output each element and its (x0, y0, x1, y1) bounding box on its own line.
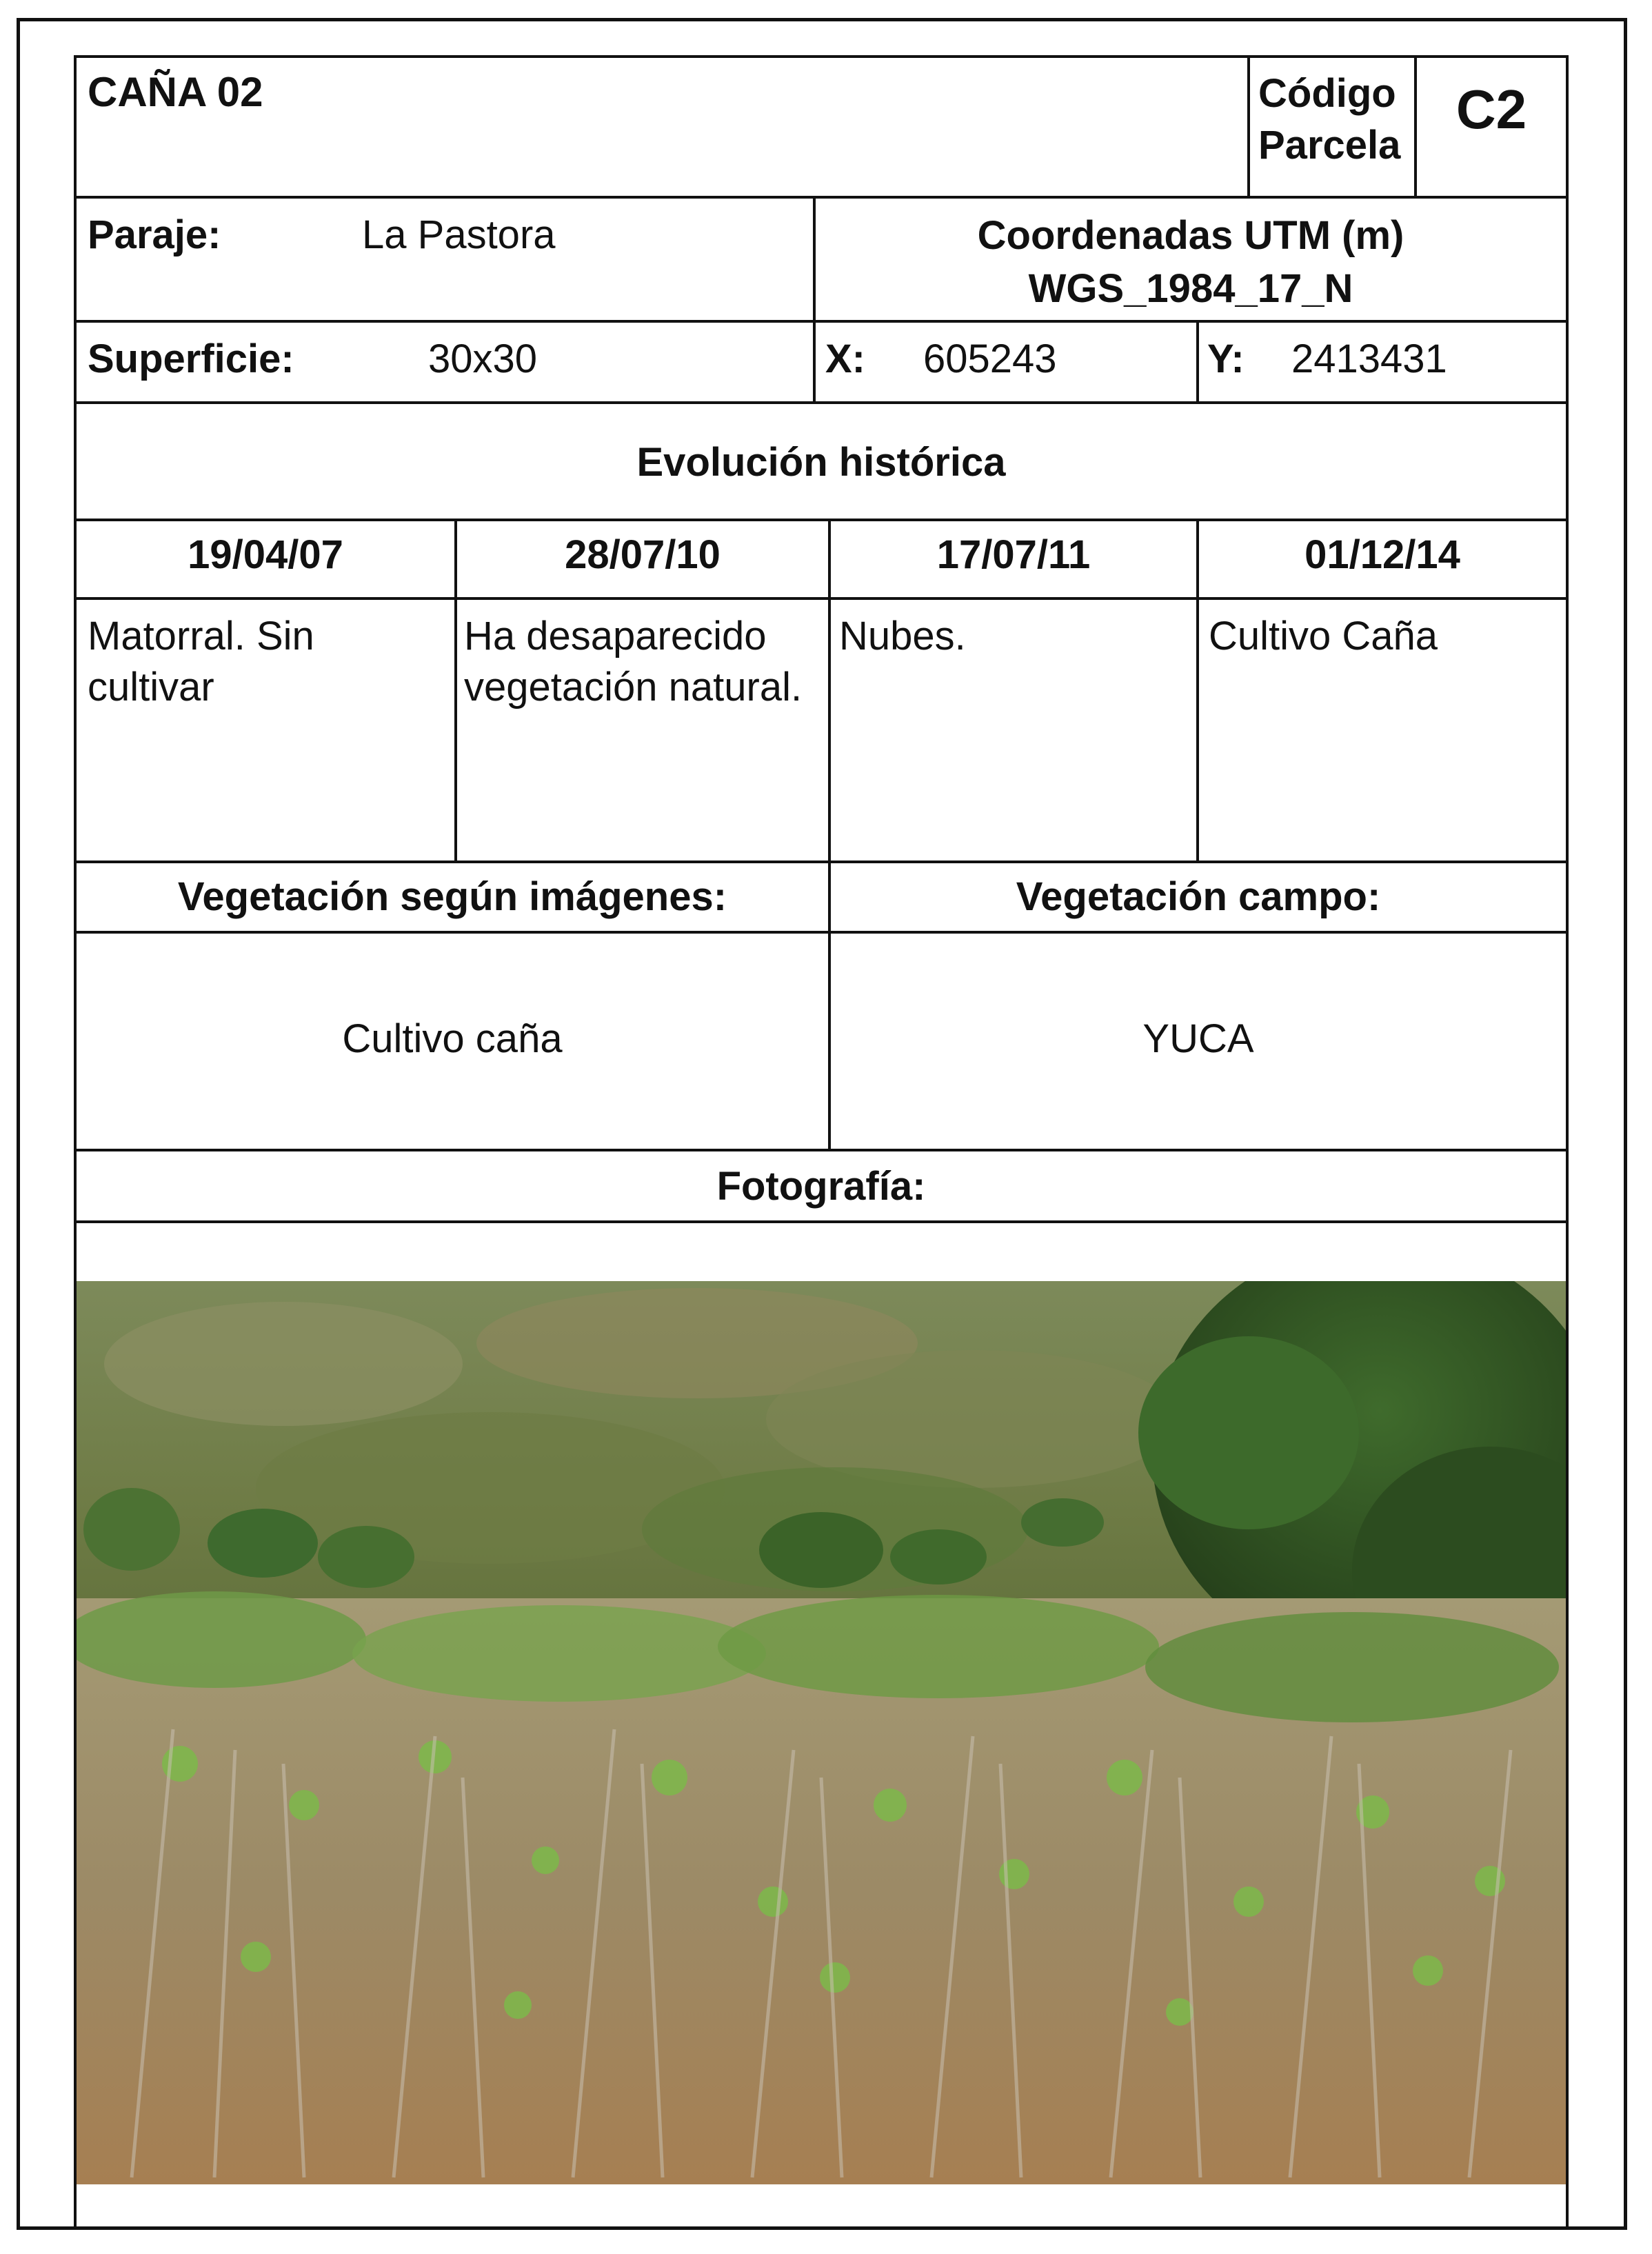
divider (813, 321, 816, 403)
divider (1247, 55, 1250, 197)
history-note-line: cultivar (88, 665, 214, 710)
rule (77, 597, 1566, 600)
history-note-line: Ha desaparecido (464, 614, 767, 658)
vegetation-field-value: YUCA (1142, 1016, 1254, 1061)
history-note-line: Matorral. Sin (88, 614, 314, 658)
history-note-line: Cultivo Caña (1209, 614, 1438, 658)
history-date: 28/07/10 (565, 532, 721, 577)
field-photograph-image (77, 1281, 1566, 2184)
history-date: 01/12/14 (1305, 532, 1460, 577)
history-note (464, 611, 829, 713)
history-date: 19/04/07 (188, 532, 343, 577)
vegetation-images-value: Cultivo caña (342, 1016, 563, 1061)
vegetation-field-label: Vegetación campo: (1016, 874, 1381, 919)
plot-record-sheet (74, 55, 1569, 2227)
paraje-label: Paraje: (88, 212, 221, 257)
y-value: 2413431 (1291, 336, 1447, 381)
history-note (1209, 611, 1560, 662)
code-label-line1: Código (1258, 71, 1396, 116)
history-note (839, 611, 1191, 662)
plot-title: CAÑA 02 (88, 69, 263, 115)
rule (77, 196, 1566, 199)
photo-label: Fotografía: (716, 1164, 926, 1209)
code-label (1258, 68, 1417, 172)
x-label: X: (825, 336, 865, 381)
surface-label: Superficie: (88, 336, 294, 381)
surface-value: 30x30 (428, 336, 538, 381)
coordinates-title (816, 210, 1566, 315)
divider (1196, 321, 1199, 403)
vegetation-images-label: Vegetación según imágenes: (177, 874, 727, 919)
history-note-line: Nubes. (839, 614, 966, 658)
rule (77, 931, 1566, 934)
rule (77, 320, 1566, 323)
coordinates-title-line2: WGS_1984_17_N (1028, 265, 1353, 311)
rule (77, 861, 1566, 863)
rule (77, 1149, 1566, 1151)
history-title: Evolución histórica (636, 440, 1006, 485)
code-value: C2 (1455, 79, 1527, 140)
history-note-line: vegetación natural. (464, 665, 803, 710)
history-date: 17/07/11 (936, 532, 1091, 577)
coordinates-title-line1: Coordenadas UTM (m) (977, 213, 1404, 258)
history-note (88, 611, 453, 713)
y-label: Y: (1207, 336, 1245, 381)
rule (77, 401, 1566, 404)
rule (77, 55, 1566, 58)
rule (77, 1220, 1566, 1223)
field-photograph (77, 1281, 1566, 2184)
code-label-line2: Parcela (1258, 123, 1401, 168)
paraje-value: La Pastora (362, 212, 556, 257)
x-value: 605243 (923, 336, 1057, 381)
rule (77, 519, 1566, 521)
